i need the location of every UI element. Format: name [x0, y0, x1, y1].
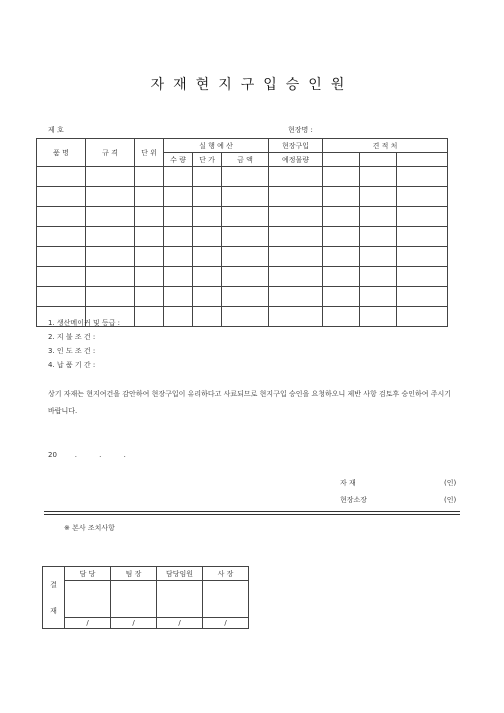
- table-row: [37, 167, 448, 187]
- request-paragraph: 상기 자재는 현지여건을 감안하여 현장구입이 유리하다고 사료되므로 현지구입 승인을 요청하오니 제반 사항 검토후 승인하여 주시기 바랍니다.: [48, 390, 452, 415]
- table-row: [37, 267, 448, 287]
- approval-sign-box: [65, 581, 111, 618]
- hq-note: ※ 본사 조치사항: [64, 524, 115, 532]
- document-title: 자재현지구입승인원: [150, 77, 354, 93]
- condition-supply-period: 4. 납 품 기 간 :: [48, 361, 96, 369]
- approval-date-mark: /: [157, 618, 203, 629]
- approval-col-president: 사 장: [203, 567, 249, 581]
- header-budget-amount: 금 액: [222, 153, 269, 167]
- approval-table: [42, 566, 249, 629]
- condition-payment: 2. 지 불 조 건 :: [48, 333, 96, 341]
- table-row: [37, 187, 448, 207]
- header-item: 품 명: [37, 139, 86, 167]
- signer-site-manager-seal: (인): [444, 496, 457, 504]
- approval-sign-box: [203, 581, 249, 618]
- header-site-purchase: 현장구입: [269, 139, 323, 153]
- divider-line-bottom: [44, 514, 460, 515]
- table-row: [37, 227, 448, 247]
- table-row: [37, 207, 448, 227]
- signer-material-seal: (인): [444, 479, 457, 487]
- signer-site-manager-role: 현장소장: [340, 496, 368, 504]
- approval-col-executive: 담당임원: [157, 567, 203, 581]
- approval-col-team-lead: 팀 장: [111, 567, 157, 581]
- divider-line-top: [44, 511, 460, 512]
- doc-number-label: 제 호: [48, 126, 64, 134]
- approval-col-staff: 담 당: [65, 567, 111, 581]
- approval-side-label-2: 재: [50, 606, 57, 615]
- materials-table: [36, 138, 448, 327]
- quote-cell: [397, 153, 448, 167]
- approval-side-label-1: 결: [50, 580, 57, 589]
- header-budget-price: 단 가: [193, 153, 222, 167]
- header-budget-qty: 수 량: [164, 153, 193, 167]
- approval-date-mark: /: [65, 618, 111, 629]
- condition-manufacturer: 1. 생산메이커 및 등급 :: [48, 319, 121, 327]
- header-budget: 실 행 예 산: [164, 139, 269, 153]
- table-row: [37, 287, 448, 307]
- table-row: [37, 247, 448, 267]
- date-line: 20 . . .: [48, 451, 126, 459]
- header-expected-qty: 예정물량: [269, 153, 323, 167]
- approval-side-label: [43, 567, 65, 629]
- approval-sign-box: [111, 581, 157, 618]
- quote-cell: [323, 153, 360, 167]
- condition-delivery: 3. 인 도 조 건 :: [48, 347, 96, 355]
- quote-cell: [360, 153, 397, 167]
- site-name-label: 현장명 :: [288, 126, 313, 134]
- approval-date-mark: /: [111, 618, 157, 629]
- approval-date-mark: /: [203, 618, 249, 629]
- header-unit: 단 위: [135, 139, 164, 167]
- header-spec: 규 격: [86, 139, 135, 167]
- signer-material-role: 자 재: [340, 479, 356, 487]
- header-quote: 견 적 처: [323, 139, 448, 153]
- approval-sign-box: [157, 581, 203, 618]
